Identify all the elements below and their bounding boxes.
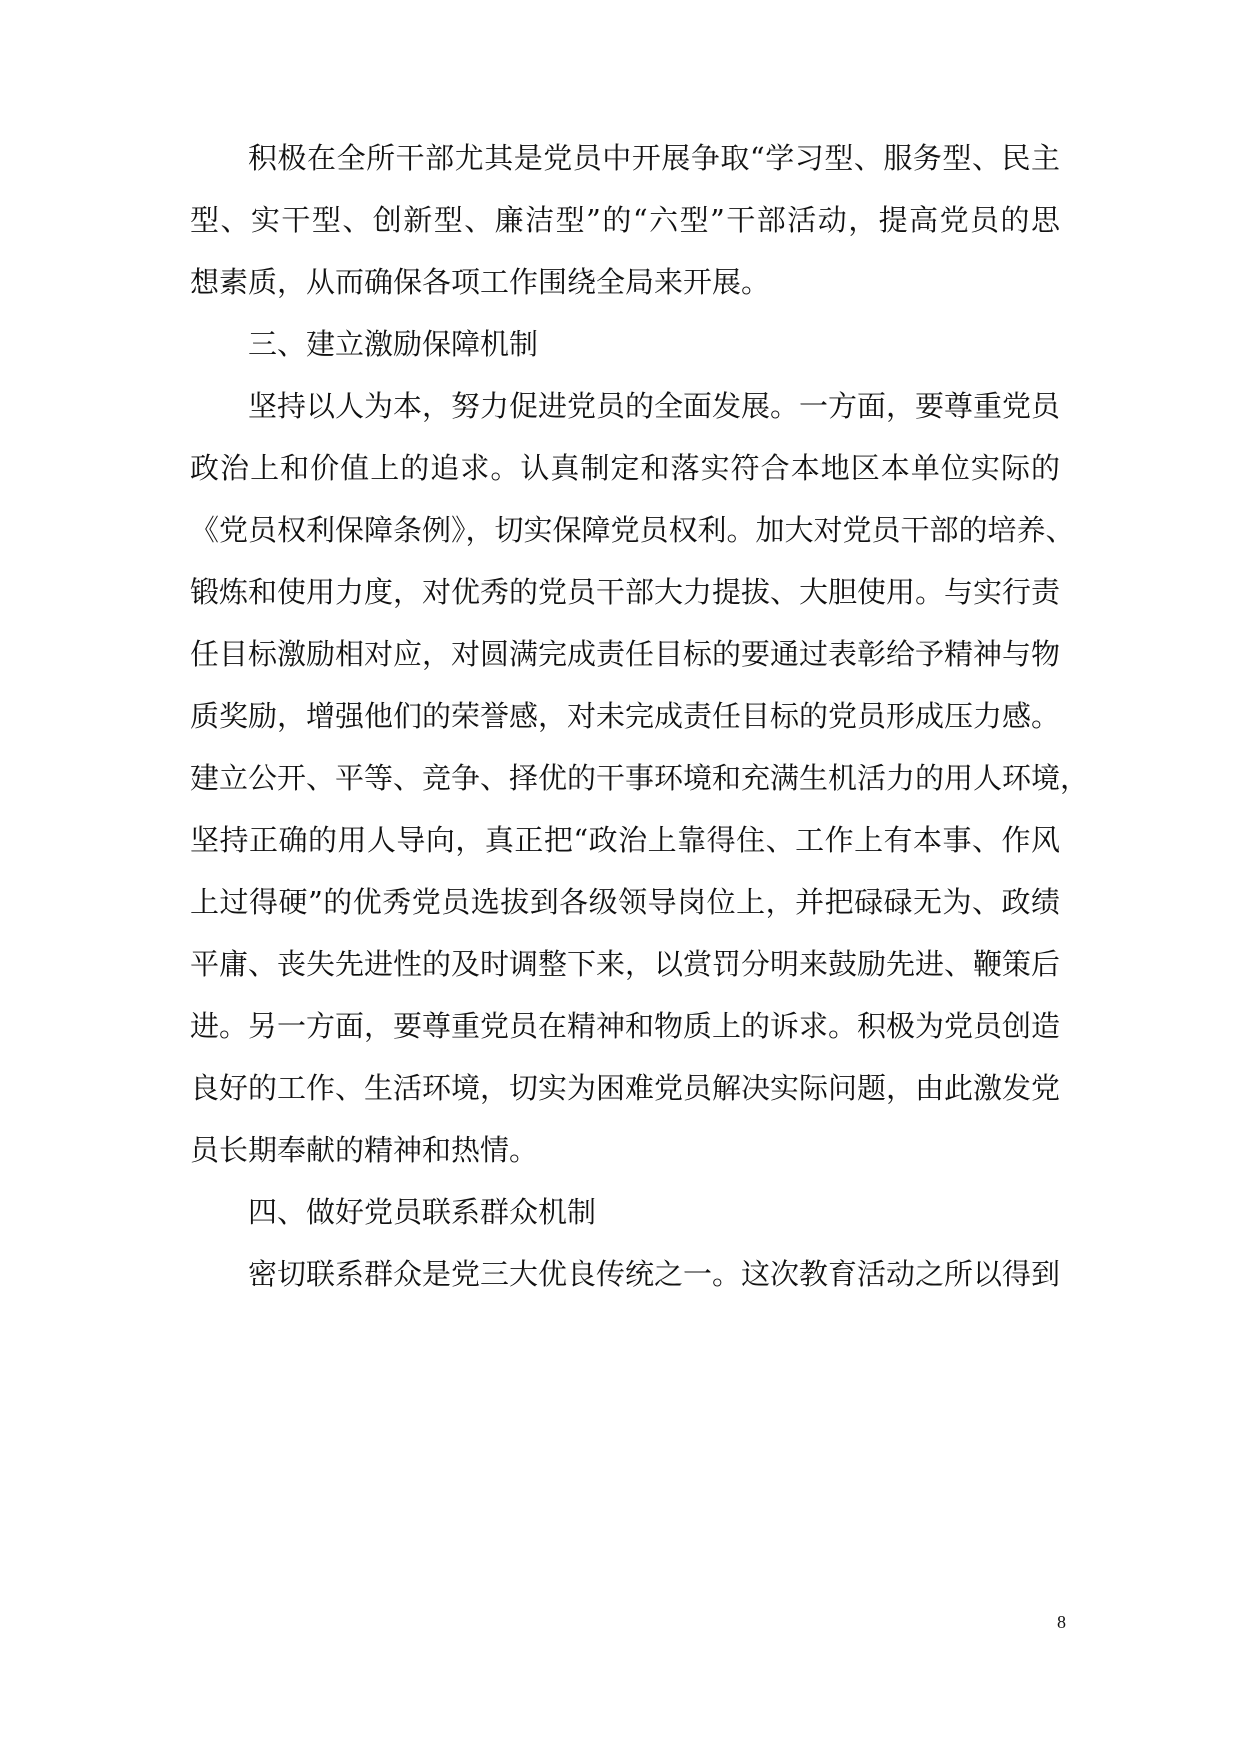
page-number: 8 [1057,1612,1066,1632]
paragraph-line: 《党员权利保障条例》，切实保障党员权利。加大对党员干部的培养、 [190,513,1075,547]
paragraph-line: 锻炼和使用力度，对优秀的党员干部大力提拔、大胆使用。与实行责 [190,575,1061,609]
paragraph-line: 密切联系群众是党三大优良传统之一。这次教育活动之所以得到 [248,1257,1061,1291]
paragraph-line: 员长期奉献的精神和热情。 [190,1133,539,1167]
paragraph-line: 坚持以人为本，努力促进党员的全面发展。一方面，要尊重党员 [248,389,1061,423]
paragraph-line: 想素质，从而确保各项工作围绕全局来开展。 [190,265,771,299]
paragraph-line: 上过得硬”的优秀党员选拔到各级领导岗位上，并把碌碌无为、政绩 [190,885,1060,919]
paragraph-line: 建立公开、平等、竞争、择优的干事环境和充满生机活力的用人环境， [190,761,1090,795]
paragraph-line: 质奖励，增强他们的荣誉感，对未完成责任目标的党员形成压力感。 [190,699,1061,733]
paragraph-line: 良好的工作、生活环境，切实为困难党员解决实际问题，由此激发党 [190,1071,1061,1105]
paragraph-line: 进。另一方面，要尊重党员在精神和物质上的诉求。积极为党员创造 [190,1009,1061,1043]
paragraph-line: 型、实干型、创新型、廉洁型”的“六型”干部活动，提高党员的思 [190,203,1060,237]
section-heading: 三、建立激励保障机制 [248,327,539,361]
paragraph-line: 任目标激励相对应，对圆满完成责任目标的要通过表彰给予精神与物 [190,637,1061,671]
paragraph-line: 平庸、丧失先进性的及时调整下来，以赏罚分明来鼓励先进、鞭策后 [190,947,1061,981]
paragraph-line: 政治上和价值上的追求。认真制定和落实符合本地区本单位实际的 [190,451,1060,485]
section-heading: 四、做好党员联系群众机制 [248,1195,597,1229]
paragraph-line: 坚持正确的用人导向，真正把“政治上靠得住、工作上有本事、作风 [190,823,1060,857]
paragraph-line: 积极在全所干部尤其是党员中开展争取“学习型、服务型、民主 [248,141,1060,175]
